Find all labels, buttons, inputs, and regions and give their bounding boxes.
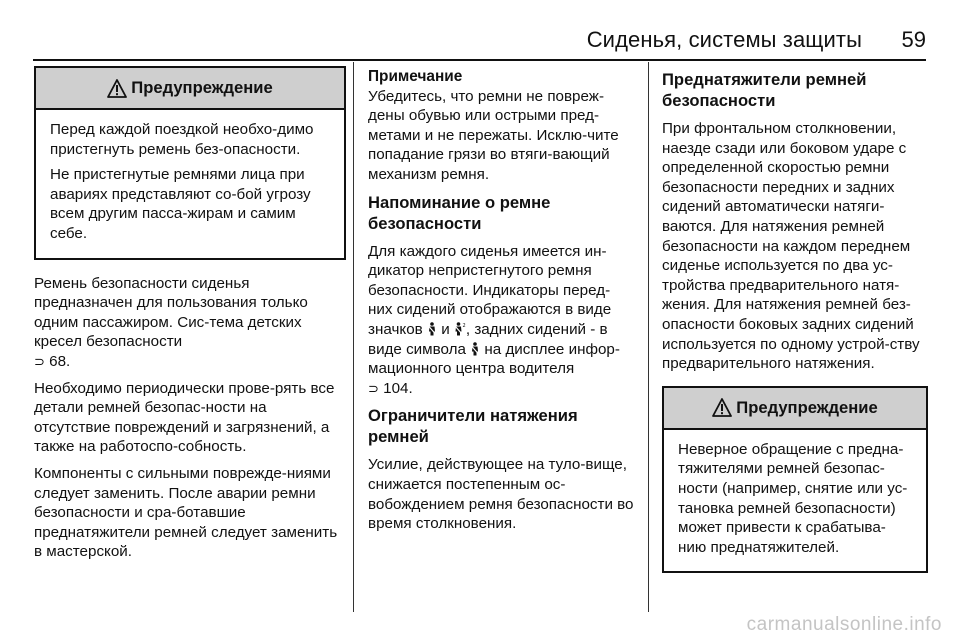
column-divider-2 — [648, 62, 649, 612]
warning-triangle-icon — [107, 79, 127, 98]
warning-box — [662, 386, 928, 574]
seatbelt-reminder-icon — [470, 342, 480, 356]
paragraph: Необходимо периодически прове-рять все детали ремней безопас-ности на отсутствие повреждений и загрязнений, а также на работоспо-собность. — [34, 379, 335, 456]
header-rule — [33, 59, 926, 61]
column-2 — [368, 67, 634, 541]
warning-header — [36, 68, 344, 110]
page-reference[interactable]: 68. — [49, 352, 71, 370]
warning-text: Перед каждой поездкой необхо-димо пристегнуть ремень без-опасности. — [50, 121, 314, 158]
warning-body — [664, 430, 926, 572]
paragraph — [368, 242, 634, 399]
column-divider-1 — [353, 62, 354, 612]
warning-body — [36, 110, 344, 258]
paragraph: При фронтальном столкновении, наезде сзади или боковом ударе с определенной скоростью ремни безопасности передних и задних сидений автоматически натяги-ваются. Для натяжения ремней безопасности на каждом переднем сиденье используется по два ус-тройства предварительного натя-жения. Для натяжения ремней без-опасности боковых задних сидений используется по одному устрой-ству предварительного натяжения. — [662, 120, 920, 373]
page-number: 59 — [901, 27, 926, 52]
section-heading: Ограничители натяжения ремней — [368, 406, 578, 447]
paragraph: Усилие, действующее на туло-вище, снижается постепенным ос-вобождением ремня безопасности во время столкновения. — [368, 456, 634, 533]
paragraph-text: , задних сидений - в виде символа — [368, 320, 608, 358]
warning-title: Предупреждение — [736, 397, 878, 417]
warning-triangle-icon — [712, 398, 732, 417]
warning-header — [664, 388, 926, 430]
paragraph-text: на дисплее инфор-мационного центра водителя — [368, 340, 620, 378]
warning-box — [34, 66, 346, 260]
section-title: Сиденья, системы защиты — [586, 27, 862, 52]
svg-text:2: 2 — [462, 322, 466, 329]
paragraph: Компоненты с сильными поврежде-ниями следует заменить. После аварии ремни безопасности и сра-ботавшие преднатяжители ремней следует заменить в мастерской. — [34, 464, 338, 561]
reference-arrow-icon: ⊃ — [34, 353, 45, 369]
warning-title: Предупреждение — [131, 78, 273, 98]
column-1 — [34, 66, 346, 569]
paragraph-text: и — [441, 320, 450, 338]
section-heading: Напоминание о ремне безопасности — [368, 192, 551, 233]
note-title: Примечание — [368, 68, 463, 85]
warning-text: Не пристегнутые ремнями лица при авариях представляют со-бой угрозу всем другим пасса-жирам и самим себе. — [50, 166, 311, 242]
paragraph-text: Для каждого сиденья имеется ин-дикатор непристегнутого ремня безопасности. Индикаторы перед-них сидений отображаются в виде значков — [368, 242, 612, 338]
note-text: Убедитесь, что ремни не повреж-дены обувью или острыми пред-метами и не пережаты. Исклю-чите попадание грязи во втяги-вающий механизм ремня. — [368, 87, 619, 183]
reference-arrow-icon: ⊃ — [368, 380, 379, 396]
page-reference[interactable]: 104. — [383, 379, 413, 397]
warning-text: Неверное обращение с предна-тяжителями ремней безопас-ности (например, снятие или ус-тановка ремней безопасности) может привести к срабатыва-нию преднатяжителей. — [678, 440, 908, 556]
paragraph — [34, 274, 346, 372]
seatbelt-reminder-icon — [427, 322, 437, 336]
column-3 — [662, 67, 928, 587]
page-header — [0, 0, 960, 60]
seatbelt-reminder-2-icon — [454, 322, 466, 336]
watermark: carmanualsonline.info — [746, 614, 942, 635]
section-heading: Преднатяжители ремней безопасности — [662, 70, 867, 110]
paragraph-text: Ремень безопасности сиденья предназначен для пользования только одним пассажиром. Сис-тема детских кресел безопасности — [34, 274, 308, 351]
